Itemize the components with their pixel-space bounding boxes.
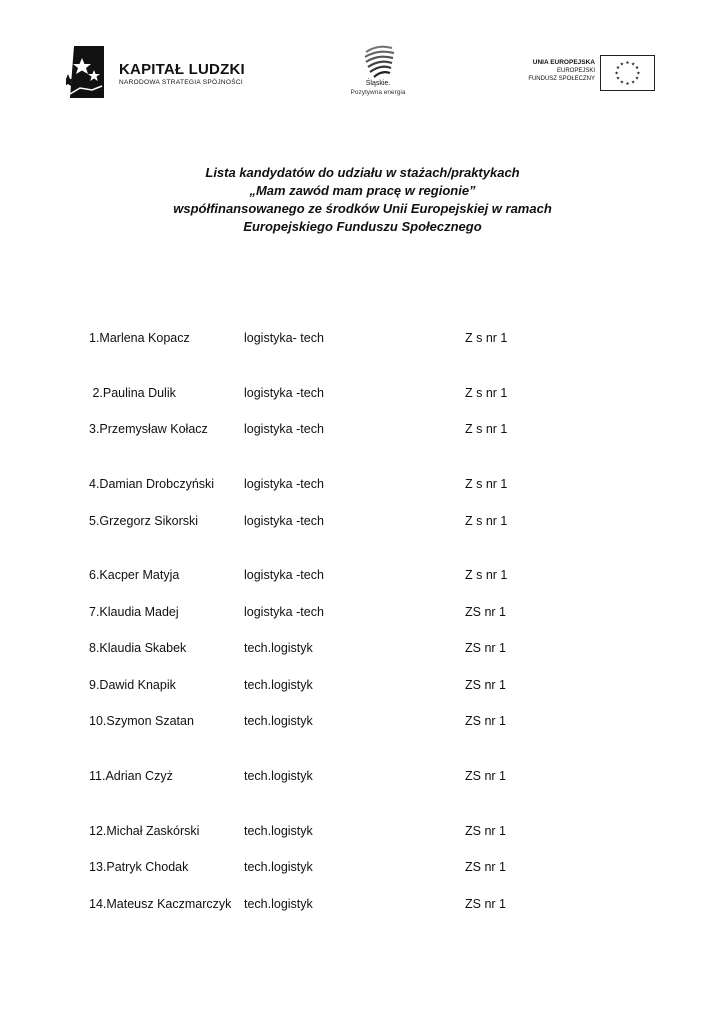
kapital-ludzki-subtitle: NARODOWA STRATEGIA SPÓJNOŚCI xyxy=(119,79,243,86)
eu-line2: EUROPEJSKI xyxy=(556,68,595,74)
svg-text:★: ★ xyxy=(625,61,630,67)
candidate-specialty: tech.logistyk xyxy=(244,897,313,911)
candidate-name: 10.Szymon Szatan xyxy=(89,714,194,728)
candidate-name: 8.Klaudia Skabek xyxy=(89,641,187,655)
eu-line3: FUNDUSZ SPOŁECZNY xyxy=(528,76,595,82)
candidate-school: ZS nr 1 xyxy=(465,769,506,783)
kapital-ludzki-emblem-icon xyxy=(66,44,106,100)
candidate-name: 3.Przemysław Kołacz xyxy=(89,422,208,436)
svg-text:★: ★ xyxy=(615,66,621,72)
candidate-name: 9.Dawid Knapik xyxy=(89,678,176,692)
eu-flag-icon xyxy=(600,55,655,91)
candidate-name: 2.Paulina Dulik xyxy=(89,386,176,400)
candidate-row xyxy=(0,769,725,787)
candidate-row xyxy=(0,714,725,732)
candidate-row xyxy=(0,422,725,440)
candidate-row xyxy=(0,824,725,842)
title-line-3: współfinansowanego ze środków Unii Europejskiej w ramach xyxy=(173,201,552,216)
candidate-specialty: tech.logistyk xyxy=(244,860,313,874)
kapital-ludzki-name: KAPITAŁ LUDZKI xyxy=(119,61,245,78)
candidate-school: Z s nr 1 xyxy=(465,477,508,491)
svg-text:★: ★ xyxy=(619,80,624,86)
candidate-name: 11.Adrian Czyż xyxy=(89,769,173,783)
candidate-school: Z s nr 1 xyxy=(465,331,508,345)
candidate-name: 12.Michał Zaskórski xyxy=(89,824,200,838)
candidate-row xyxy=(0,331,725,349)
candidate-name: 7.Klaudia Madej xyxy=(89,605,179,619)
candidate-specialty: tech.logistyk xyxy=(244,678,313,692)
candidate-specialty: logistyka -tech xyxy=(244,477,324,491)
candidate-row xyxy=(0,897,725,915)
svg-text:★: ★ xyxy=(634,66,640,72)
candidate-school: ZS nr 1 xyxy=(465,824,506,838)
candidate-school: ZS nr 1 xyxy=(465,678,506,692)
candidate-specialty: tech.logistyk xyxy=(244,641,313,655)
candidate-row xyxy=(0,514,725,532)
candidate-specialty: tech.logistyk xyxy=(244,769,313,783)
candidate-specialty: tech.logistyk xyxy=(244,714,313,728)
slaskie-tagline: Pozytywna energia xyxy=(350,89,406,96)
candidate-row xyxy=(0,568,725,586)
candidate-row xyxy=(0,678,725,696)
candidate-row xyxy=(0,605,725,623)
candidate-name: 4.Damian Drobczyński xyxy=(89,477,215,491)
candidate-name: 6.Kacper Matyja xyxy=(89,568,180,582)
candidate-name: 5.Grzegorz Sikorski xyxy=(89,514,199,528)
candidate-specialty: logistyka -tech xyxy=(244,422,324,436)
svg-text:★: ★ xyxy=(636,71,641,77)
candidate-school: Z s nr 1 xyxy=(465,514,508,528)
title-line-1: Lista kandydatów do udziału w stażach/praktykach xyxy=(205,165,520,180)
candidate-name: 1.Marlena Kopacz xyxy=(89,331,190,345)
candidate-school: ZS nr 1 xyxy=(465,605,506,619)
candidate-row xyxy=(0,860,725,878)
svg-text:★: ★ xyxy=(625,81,630,87)
candidate-specialty: tech.logistyk xyxy=(244,824,313,838)
svg-text:★: ★ xyxy=(634,76,640,82)
candidate-school: Z s nr 1 xyxy=(465,568,508,582)
candidate-school: Z s nr 1 xyxy=(465,386,508,400)
candidate-row xyxy=(0,477,725,495)
eu-logo xyxy=(500,55,655,91)
slaskie-logo xyxy=(340,44,420,98)
slaskie-emblem-icon xyxy=(360,44,400,80)
svg-text:★: ★ xyxy=(615,76,621,82)
svg-text:★: ★ xyxy=(619,62,624,68)
candidate-name: 14.Mateusz Kaczmarczyk xyxy=(89,897,232,911)
candidate-specialty: logistyka -tech xyxy=(244,514,324,528)
svg-text:★: ★ xyxy=(631,80,636,86)
candidate-specialty: logistyka- tech xyxy=(244,331,324,345)
candidate-school: Z s nr 1 xyxy=(465,422,508,436)
candidate-specialty: logistyka -tech xyxy=(244,605,324,619)
title-line-2: „Mam zawód mam pracę w regionie” xyxy=(249,183,476,198)
slaskie-name: Śląskie. xyxy=(365,80,391,87)
kapital-ludzki-logo xyxy=(66,44,266,100)
candidate-specialty: logistyka -tech xyxy=(244,568,324,582)
eu-text xyxy=(528,59,595,83)
candidate-school: ZS nr 1 xyxy=(465,897,506,911)
candidate-row xyxy=(0,386,725,404)
candidate-school: ZS nr 1 xyxy=(465,860,506,874)
svg-text:★: ★ xyxy=(631,62,636,68)
eu-line1: UNIA EUROPEJSKA xyxy=(532,59,595,66)
candidate-school: ZS nr 1 xyxy=(465,714,506,728)
title-line-4: Europejskiego Funduszu Społecznego xyxy=(243,219,482,234)
candidate-row xyxy=(0,641,725,659)
document-title xyxy=(0,164,725,236)
svg-text:★: ★ xyxy=(614,71,619,77)
candidate-specialty: logistyka -tech xyxy=(244,386,324,400)
candidate-name: 13.Patryk Chodak xyxy=(89,860,189,874)
candidate-school: ZS nr 1 xyxy=(465,641,506,655)
